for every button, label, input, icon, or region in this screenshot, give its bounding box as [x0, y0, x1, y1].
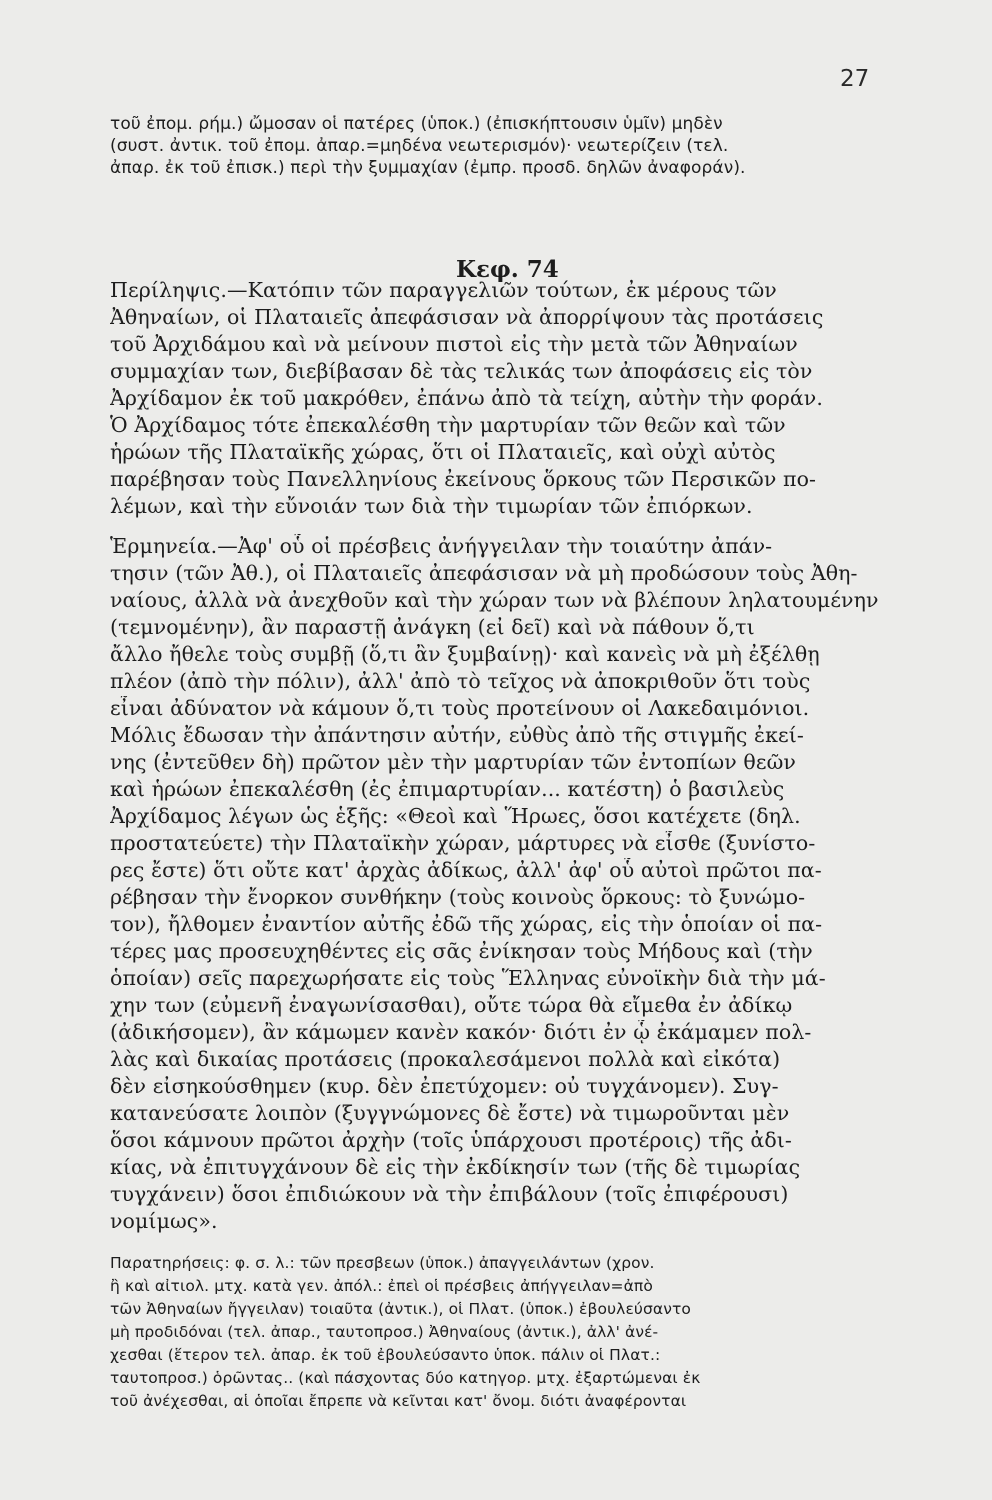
note-line: ταυτοπροσ.) ὁρῶντας.. (καὶ πάσχοντας δύο κατηγορ. μτχ. ἐξαρτώμεναι ἐκ — [110, 1369, 701, 1387]
text-line: (συστ. ἀντικ. τοῦ ἐπομ. ἀπαρ.=μηδένα νεωτερισμόν)· νεωτερίζειν (τελ. — [110, 136, 729, 156]
text-line: τον), ἤλθομεν ἐναντίον αὐτῆς ἐδῶ τῆς χώρας, εἰς τὴν ὁποίαν οἱ πα- — [110, 912, 823, 936]
note-line: χεσθαι (ἕτερον τελ. ἀπαρ. ἐκ τοῦ ἐβουλεύσαντο ὑποκ. πάλιν οἱ Πλατ.: — [110, 1346, 661, 1364]
text-line: ὅσοι κάμνουν πρῶτοι ἀρχὴν (τοῖς ὑπάρχουσι προτέροις) τῆς ἀδι- — [110, 1128, 792, 1152]
text-line: προστατεύετε) τὴν Πλαταϊκὴν χώραν, μάρτυρες νὰ εἶσθε (ξυνίστο- — [110, 831, 816, 855]
text-line: λέμων, καὶ τὴν εὔνοιάν των διὰ τὴν τιμωρίαν τῶν ἐπιόρκων. — [110, 494, 753, 518]
text-line: (τεμνομένην), ἂν παραστῇ ἀνάγκη (εἰ δεῖ) καὶ νὰ πάθουν ὅ,τι — [110, 615, 755, 639]
text-line: ρέβησαν τὴν ἔνορκον συνθήκην (τοὺς κοινοὺς ὅρκους: τὸ ξυνώμο- — [110, 885, 806, 909]
text-line: καὶ ἡρώων ἐπεκαλέσθη (ἐς ἐπιμαρτυρίαν... κατέστη) ὁ βασιλεὺς — [110, 777, 785, 801]
text-line: Ἀρχίδαμος λέγων ὡς ἑξῆς: «Θεοὶ καὶ Ἥρωες, ὅσοι κατέχετε (δηλ. — [110, 804, 801, 828]
text-line: εἶναι ἀδύνατον νὰ κάμουν ὅ,τι τοὺς προτείνουν οἱ Λακεδαιμόνιοι. — [110, 696, 810, 720]
text-line: δὲν εἰσηκούσθημεν (κυρ. δὲν ἐπετύχομεν: οὐ τυγχάνομεν). Συγ- — [110, 1074, 779, 1098]
text-line: πλέον (ἀπὸ τὴν πόλιν), ἀλλ' ἀπὸ τὸ τεῖχος νὰ ἀποκριθοῦν ὅτι τοὺς — [110, 669, 811, 693]
text-line: τησιν (τῶν Ἀθ.), οἱ Πλαταιεῖς ἀπεφάσισαν νὰ μὴ προδώσουν τοὺς Ἀθη- — [110, 561, 858, 585]
text-line: τέρες μας προσευχηθέντες εἰς σᾶς ἐνίκησαν τοὺς Μήδους καὶ (τὴν — [110, 939, 813, 963]
text-line: τοῦ ἐπομ. ρήμ.) ὤμοσαν οἱ πατέρες (ὑποκ.) (ἐπισκήπτουσιν ὑμῖν) μηδὲν — [110, 114, 723, 134]
page-number: 27 — [840, 66, 870, 92]
text-line: ρες ἔστε) ὅτι οὔτε κατ' ἀρχὰς ἀδίκως, ἀλλ' ἀφ' οὗ αὐτοὶ πρῶτοι πα- — [110, 858, 822, 882]
text-line: Περίληψις.—Κατόπιν τῶν παραγγελιῶν τούτων, ἐκ μέρους τῶν — [110, 278, 777, 302]
text-line: κατανεύσατε λοιπὸν (ξυγγνώμονες δὲ ἔστε) νὰ τιμωροῦνται μὲν — [110, 1101, 790, 1125]
text-line: συμμαχίαν των, διεβίβασαν δὲ τὰς τελικάς των ἀποφάσεις εἰς τὸν — [110, 359, 813, 383]
text-line: ἀπαρ. ἐκ τοῦ ἐπισκ.) περὶ τὴν ξυμμαχίαν (ἐμπρ. προσδ. δηλῶν ἀναφοράν). — [110, 158, 746, 178]
chapter-heading: Κεφ. 74 — [456, 256, 559, 283]
text-line: Ἀθηναίων, οἱ Πλαταιεῖς ἀπεφάσισαν νὰ ἀπορρίψουν τὰς προτάσεις — [110, 305, 824, 329]
text-line: λὰς καὶ δικαίας προτάσεις (προκαλεσάμενοι πολλὰ καὶ εἰκότα) — [110, 1047, 781, 1071]
note-line: μὴ προδιδόναι (τελ. ἀπαρ., ταυτοπροσ.) Ἀθηναίους (ἀντικ.), ἀλλ' ἀνέ- — [110, 1323, 659, 1341]
text-line: νης (ἐντεῦθεν δὴ) πρῶτον μὲν τὴν μαρτυρίαν τῶν ἐντοπίων θεῶν — [110, 750, 796, 774]
text-line: ὁποίαν) σεῖς παρεχωρήσατε εἰς τοὺς Ἕλληνας εὐνοϊκὴν διὰ τὴν μά- — [110, 966, 826, 990]
text-line: κίας, νὰ ἐπιτυγχάνουν δὲ εἰς τὴν ἐκδίκησίν των (τῆς δὲ τιμωρίας — [110, 1155, 801, 1179]
text-line: νομίμως». — [110, 1209, 218, 1233]
text-line: Μόλις ἔδωσαν τὴν ἀπάντησιν αὐτήν, εὐθὺς ἀπὸ τῆς στιγμῆς ἐκεί- — [110, 723, 804, 747]
text-line: χην των (εὐμενῆ ἐναγωνίσασθαι), οὔτε τώρα θὰ εἴμεθα ἐν ἀδίκῳ — [110, 993, 793, 1017]
text-line: ἡρώων τῆς Πλαταϊκῆς χώρας, ὅτι οἱ Πλαταιεῖς, καὶ οὐχὶ αὐτὸς — [110, 440, 776, 464]
note-line: τοῦ ἀνέχεσθαι, αἱ ὁποῖαι ἔπρεπε νὰ κεῖνται κατ' ὄνομ. διότι ἀναφέρονται — [110, 1392, 687, 1410]
text-line: παρέβησαν τοὺς Πανελληνίους ἐκείνους ὅρκους τῶν Περσικῶν πο- — [110, 467, 817, 491]
text-line: τοῦ Ἀρχιδάμου καὶ νὰ μείνουν πιστοὶ εἰς τὴν μετὰ τῶν Ἀθηναίων — [110, 332, 798, 356]
text-line: Ὁ Ἀρχίδαμος τότε ἐπεκαλέσθη τὴν μαρτυρίαν τῶν θεῶν καὶ τῶν — [110, 413, 786, 437]
text-line: Ἀρχίδαμον ἐκ τοῦ μακρόθεν, ἐπάνω ἀπὸ τὰ τείχη, αὐτὴν τὴν φοράν. — [110, 386, 823, 410]
text-line: ἄλλο ἤθελε τοὺς συμβῇ (ὅ,τι ἂν ξυμβαίνῃ)· καὶ κανεὶς νὰ μὴ ἐξέλθῃ — [110, 642, 820, 666]
text-line: ναίους, ἀλλὰ νὰ ἀνεχθοῦν καὶ τὴν χώραν των νὰ βλέπουν ληλατουμένην — [110, 588, 879, 612]
note-line: Παρατηρήσεις: φ. σ. λ.: τῶν πρεσβεων (ὑποκ.) ἀπαγγειλάντων (χρον. — [110, 1254, 655, 1272]
text-line: τυγχάνειν) ὅσοι ἐπιδιώκουν νὰ τὴν ἐπιβάλουν (τοῖς ἐπιφέρουσι) — [110, 1182, 789, 1206]
text-line: (ἀδικήσομεν), ἂν κάμωμεν κανὲν κακόν· διότι ἐν ᾧ ἐκάμαμεν πολ- — [110, 1020, 812, 1044]
note-line: ἢ καὶ αἰτιολ. μτχ. κατὰ γεν. ἀπόλ.: ἐπεὶ οἱ πρέσβεις ἀπήγγειλαν=ἀπὸ — [110, 1277, 653, 1295]
text-line: Ἑρμηνεία.—Ἀφ' οὗ οἱ πρέσβεις ἀνήγγειλαν τὴν τοιαύτην ἀπάν- — [110, 534, 773, 558]
note-line: τῶν Ἀθηναίων ἤγγειλαν) τοιαῦτα (ἀντικ.), οἱ Πλατ. (ὑποκ.) ἐβουλεύσαντο — [110, 1300, 691, 1318]
